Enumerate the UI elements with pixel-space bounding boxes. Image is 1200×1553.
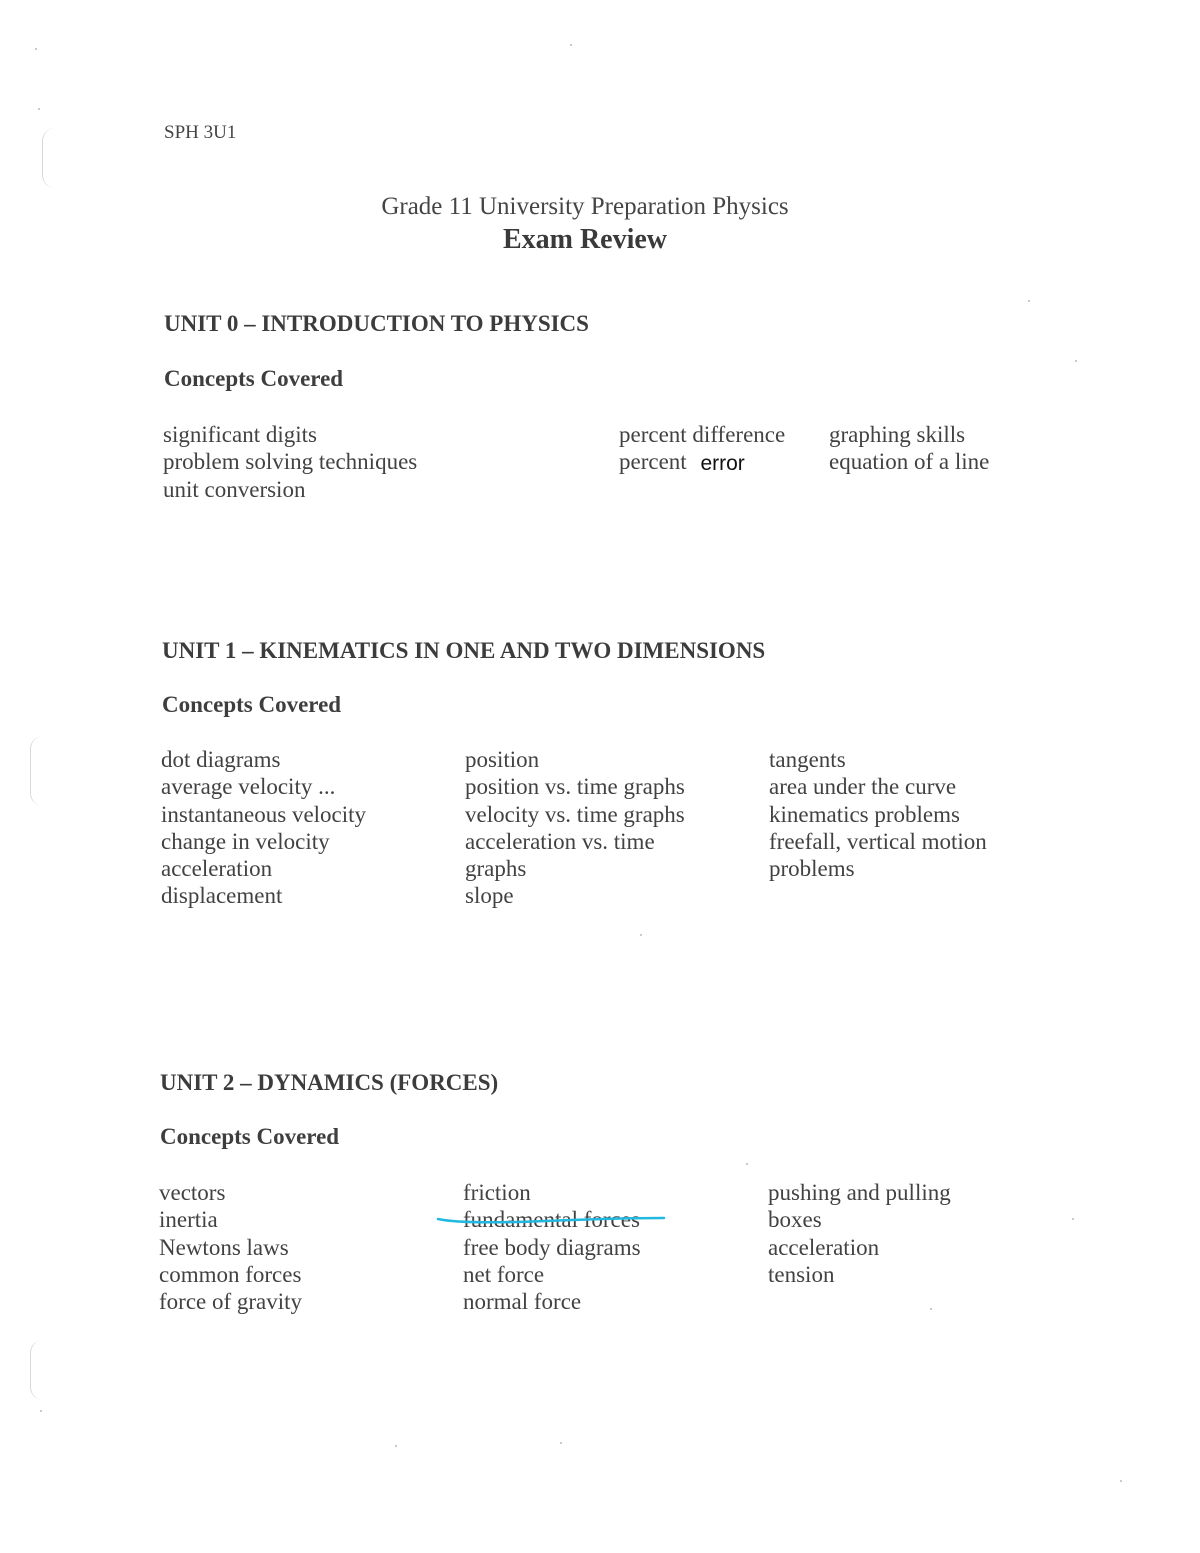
concept-item: acceleration vs. time — [465, 828, 655, 854]
concept-item: slope — [465, 883, 514, 909]
concept-item: inertia — [159, 1207, 218, 1233]
scan-speck — [746, 1163, 748, 1165]
scan-speck — [640, 934, 642, 936]
unit-0-concepts-heading: Concepts Covered — [164, 366, 344, 391]
concept-item: percent difference — [619, 422, 786, 447]
scan-speck — [40, 1410, 42, 1412]
concept-item: boxes — [768, 1207, 822, 1233]
concept-item-fundamental-forces: fundamental forces — [463, 1207, 640, 1233]
scan-speck — [1120, 1480, 1122, 1482]
concept-item: friction — [463, 1180, 531, 1205]
scan-speck — [1072, 1218, 1074, 1220]
concept-item: problems — [769, 856, 855, 882]
error-overlay-text: error — [700, 452, 745, 476]
unit-0-column-1 — [163, 421, 417, 503]
concept-item: free body diagrams — [463, 1234, 641, 1260]
unit-2-column-1 — [159, 1179, 302, 1315]
concept-item: position — [465, 747, 540, 772]
scan-speck — [35, 48, 37, 50]
concept-item: graphs — [465, 856, 527, 882]
unit-1-heading: UNIT 1 – KINEMATICS IN ONE AND TWO DIMENSIONS — [162, 638, 766, 663]
concept-item: dot diagrams — [161, 747, 281, 772]
concept-item: velocity vs. time graphs — [465, 801, 685, 827]
unit-0-column-3 — [829, 421, 989, 476]
unit-0-heading: UNIT 0 – INTRODUCTION TO PHYSICS — [164, 311, 589, 336]
scan-speck — [395, 1445, 397, 1447]
concept-item: acceleration — [161, 856, 273, 882]
unit-0-column-2 — [619, 421, 785, 477]
concept-item: graphing skills — [829, 422, 966, 447]
scan-speck — [560, 1442, 562, 1444]
concept-item: equation of a line — [829, 449, 990, 475]
concept-item: tension — [768, 1261, 835, 1287]
concept-item: tangents — [769, 747, 846, 772]
unit-1-concepts-heading: Concepts Covered — [162, 692, 342, 717]
concept-item-percent-error — [619, 448, 785, 476]
scan-speck — [570, 44, 572, 46]
scan-speck — [1028, 300, 1030, 302]
concept-item: significant digits — [163, 422, 317, 447]
concept-item: normal force — [463, 1289, 582, 1315]
unit-2-concepts-heading: Concepts Covered — [160, 1124, 340, 1149]
concept-item: instantaneous velocity — [161, 801, 367, 827]
concept-item: freefall, vertical motion — [769, 828, 987, 854]
document-title: Grade 11 University Preparation Physics — [381, 193, 789, 220]
unit-1-column-2 — [465, 746, 685, 910]
unit-2-heading: UNIT 2 – DYNAMICS (FORCES) — [160, 1070, 499, 1095]
concept-item: displacement — [161, 883, 283, 909]
course-code: SPH 3U1 — [164, 122, 237, 143]
concept-item: common forces — [159, 1261, 302, 1287]
concept-item: position vs. time graphs — [465, 774, 685, 800]
unit-2-column-2 — [463, 1179, 641, 1315]
unit-1-column-3 — [769, 746, 987, 882]
scan-margin-mark — [30, 736, 43, 806]
concept-item: change in velocity — [161, 828, 330, 854]
unit-2-column-3 — [768, 1179, 951, 1288]
concept-item: problem solving techniques — [163, 449, 418, 475]
scan-speck — [930, 1308, 932, 1310]
concept-item: force of gravity — [159, 1289, 303, 1315]
concept-item: pushing and pulling — [768, 1180, 951, 1205]
concept-item: net force — [463, 1261, 545, 1287]
concept-item: vectors — [159, 1180, 226, 1205]
percent-word: percent — [619, 449, 687, 475]
scan-speck — [38, 108, 40, 110]
concept-item: Newtons laws — [159, 1234, 289, 1260]
scan-speck — [1075, 360, 1077, 362]
concept-item: acceleration — [768, 1234, 880, 1260]
concept-item: average velocity ... — [161, 774, 336, 800]
concept-item: area under the curve — [769, 774, 957, 800]
scan-margin-mark — [42, 128, 55, 188]
concept-item: kinematics problems — [769, 801, 960, 827]
document-subtitle: Exam Review — [502, 224, 668, 255]
scan-margin-mark — [30, 1340, 43, 1400]
concept-item: unit conversion — [163, 476, 306, 502]
unit-1-column-1 — [161, 746, 366, 910]
